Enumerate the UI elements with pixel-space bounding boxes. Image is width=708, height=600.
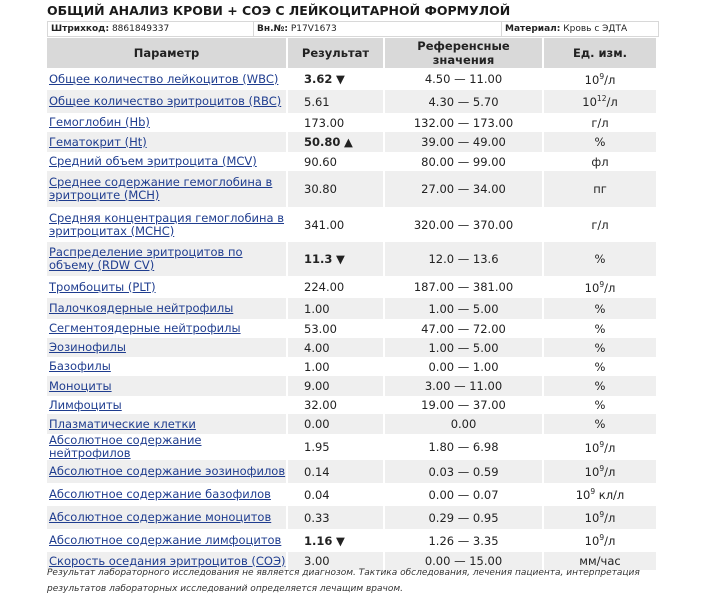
parameter-link[interactable]: Сегментоядерные нейтрофилы [47, 319, 287, 338]
result-value: 3.00 [304, 554, 330, 568]
result-value: 1.95 [304, 440, 330, 454]
unit-base: 10 [575, 487, 591, 502]
reference-range: 3.00 — 11.00 [384, 376, 543, 396]
unit-base: 10 [584, 510, 600, 525]
parameter-link[interactable]: Абсолютное содержание моноцитов [47, 506, 287, 529]
unit-cell [543, 529, 657, 552]
unit-base: 10 [584, 464, 600, 479]
result-cell [287, 414, 384, 434]
unit-cell [543, 376, 657, 396]
result-value: 0.00 [304, 417, 330, 431]
table-row [47, 357, 657, 376]
disclaimer-line-1: Результат лабораторного исследования не является диагнозом. Тактика обследования, лечения пациента, интерпретация [47, 568, 640, 578]
table-header [47, 38, 657, 68]
disclaimer-line-2: результатов лабораторных исследований определяется лечащим врачом. [47, 584, 403, 594]
results-table [47, 38, 658, 570]
unit-base: 10 [584, 72, 600, 87]
result-value: 0.14 [304, 464, 330, 479]
result-value: 11.3 [304, 252, 333, 266]
unit-tail: /л [604, 533, 616, 548]
barcode-value: 8861849337 [111, 24, 170, 34]
unit-base: % [594, 359, 606, 374]
reference-range: 4.50 — 11.00 [384, 68, 543, 90]
unit-exponent: 9 [590, 487, 596, 497]
unit-base: г/л [591, 217, 609, 232]
table-row [47, 414, 657, 434]
result-cell [287, 434, 384, 460]
unit-base: мм/час [579, 554, 621, 568]
unit-cell [543, 113, 657, 132]
unit-cell [543, 483, 657, 506]
unit-cell [543, 434, 657, 460]
table-row [47, 113, 657, 132]
reference-range: 1.00 — 5.00 [384, 298, 543, 319]
result-cell [287, 90, 384, 113]
reference-range: 47.00 — 72.00 [384, 319, 543, 338]
arrow-down-icon: ▼ [336, 72, 345, 86]
reference-range: 19.00 — 37.00 [384, 396, 543, 414]
result-cell [287, 338, 384, 357]
parameter-link[interactable]: Гематокрит (Ht) [47, 132, 287, 152]
result-value: 53.00 [304, 321, 337, 336]
table-row [47, 132, 657, 152]
reference-range: 12.0 — 13.6 [384, 242, 543, 276]
unit-base: % [594, 417, 606, 431]
reference-range: 0.00 — 15.00 [384, 552, 543, 570]
table-row [47, 529, 657, 552]
table-row [47, 242, 657, 276]
arrow-down-icon: ▼ [336, 252, 345, 266]
table-row [47, 319, 657, 338]
unit-cell [543, 152, 657, 171]
unit-base: 10 [582, 94, 597, 109]
result-cell [287, 506, 384, 529]
report-title: ОБЩИЙ АНАЛИЗ КРОВИ + СОЭ С ЛЕЙКОЦИТАРНОЙ ФОРМУЛОЙ [47, 3, 511, 18]
unit-base: 10 [584, 533, 600, 548]
result-cell [287, 483, 384, 506]
unit-exponent: 9 [599, 279, 605, 289]
table-row [47, 298, 657, 319]
parameter-link[interactable]: Скорость оседания эритроцитов (СОЭ) [47, 552, 287, 570]
reference-range: 39.00 — 49.00 [384, 132, 543, 152]
unit-cell [543, 68, 657, 90]
result-value: 1.00 [304, 301, 330, 316]
parameter-link[interactable]: Моноциты [47, 376, 287, 396]
reference-range: 187.00 — 381.00 [384, 276, 543, 298]
internal-number-field [253, 22, 500, 36]
reference-range: 0.00 [384, 414, 543, 434]
unit-cell [543, 338, 657, 357]
unit-cell [543, 319, 657, 338]
unit-base: % [594, 398, 606, 412]
reference-range: 0.03 — 0.59 [384, 460, 543, 483]
unit-exponent: 9 [599, 510, 605, 520]
parameter-link[interactable]: Средняя концентрация гемоглобина в эритроцитах (MCHC) [47, 207, 287, 242]
barcode-label: Штрихкод: [51, 24, 110, 34]
result-value: 50.80 [304, 135, 341, 149]
result-cell [287, 242, 384, 276]
result-cell [287, 207, 384, 242]
parameter-link[interactable]: Абсолютное содержание базофилов [47, 483, 287, 506]
disclaimer [47, 565, 667, 597]
unit-tail: /л [604, 72, 616, 87]
table-row [47, 68, 657, 90]
reference-range: 320.00 — 370.00 [384, 207, 543, 242]
arrow-up-icon: ▲ [344, 135, 353, 149]
unit-base: 10 [584, 440, 600, 455]
result-cell [287, 171, 384, 207]
table-row [47, 171, 657, 207]
unit-cell [543, 207, 657, 242]
parameter-link[interactable]: Гемоглобин (Hb) [47, 113, 287, 132]
result-cell [287, 376, 384, 396]
result-value: 1.00 [304, 359, 330, 374]
reference-range: 4.30 — 5.70 [384, 90, 543, 113]
unit-cell [543, 414, 657, 434]
parameter-link[interactable]: Абсолютное содержание лимфоцитов [47, 529, 287, 552]
result-value: 341.00 [304, 217, 345, 232]
result-value: 32.00 [304, 398, 337, 412]
table-row [47, 152, 657, 171]
result-value: 30.80 [304, 182, 337, 196]
unit-cell [543, 132, 657, 152]
unit-cell [543, 276, 657, 298]
parameter-link[interactable]: Абсолютное содержание эозинофилов [47, 460, 287, 483]
table-row [47, 460, 657, 483]
result-value: 173.00 [304, 115, 345, 130]
result-cell [287, 529, 384, 552]
result-cell [287, 132, 384, 152]
table-row [47, 90, 657, 113]
unit-base: фл [591, 154, 609, 169]
table-row [47, 207, 657, 242]
parameter-link[interactable]: Распределение эритроцитов по объему (RDW CV) [47, 242, 287, 276]
unit-tail: /л [604, 280, 616, 295]
result-value: 9.00 [304, 379, 330, 393]
result-cell [287, 113, 384, 132]
reference-range: 1.80 — 6.98 [384, 434, 543, 460]
result-cell [287, 68, 384, 90]
result-cell [287, 319, 384, 338]
unit-exponent: 9 [599, 533, 605, 543]
unit-base: % [594, 340, 606, 355]
reference-range: 0.29 — 0.95 [384, 506, 543, 529]
unit-base: % [594, 321, 606, 336]
parameter-link[interactable]: Плазматические клетки [47, 414, 287, 434]
unit-base: 10 [584, 280, 600, 295]
parameter-link[interactable]: Абсолютное содержание нейтрофилов [47, 434, 287, 460]
table-row [47, 338, 657, 357]
material-label: Материал: [505, 24, 561, 34]
unit-tail: /л [604, 440, 616, 455]
parameter-link[interactable]: Лимфоциты [47, 396, 287, 414]
result-cell [287, 276, 384, 298]
unit-exponent: 9 [599, 439, 605, 449]
parameter-link[interactable]: Общее количество эритроцитов (RBC) [47, 90, 287, 113]
parameter-link[interactable]: Среднее содержание гемоглобина в эритроците (MCH) [47, 171, 287, 207]
barcode-field [48, 22, 251, 36]
unit-tail: кл/л [595, 487, 625, 502]
result-value: 224.00 [304, 280, 345, 294]
parameter-link[interactable]: Общее количество лейкоцитов (WBC) [47, 68, 287, 90]
reference-range: 27.00 — 34.00 [384, 171, 543, 207]
result-value: 90.60 [304, 154, 337, 169]
parameter-link[interactable]: Средний объем эритроцита (MCV) [47, 152, 287, 171]
column-header-reference: Референсные значения [384, 38, 543, 68]
material-value: Кровь с ЭДТА [563, 24, 628, 34]
result-cell [287, 396, 384, 414]
table-row [47, 434, 657, 460]
parameter-link[interactable]: Базофилы [47, 357, 287, 376]
parameter-link[interactable]: Тромбоциты (PLT) [47, 276, 287, 298]
unit-cell [543, 171, 657, 207]
result-value: 0.33 [304, 510, 330, 525]
unit-tail: /л [606, 94, 618, 109]
arrow-down-icon: ▼ [336, 533, 345, 548]
result-cell [287, 460, 384, 483]
material-field [501, 22, 659, 36]
unit-base: пг [593, 182, 607, 196]
sample-meta [47, 21, 659, 37]
column-header-result: Результат [287, 38, 384, 68]
unit-tail: /л [604, 464, 616, 479]
unit-base: г/л [591, 115, 609, 130]
reference-range: 132.00 — 173.00 [384, 113, 543, 132]
internal-number-label: Вн.№: [257, 24, 288, 34]
reference-range: 0.00 — 1.00 [384, 357, 543, 376]
unit-exponent: 12 [596, 94, 607, 104]
reference-range: 80.00 — 99.00 [384, 152, 543, 171]
unit-base: % [594, 252, 606, 266]
result-value: 5.61 [304, 94, 330, 109]
unit-cell [543, 90, 657, 113]
table-row [47, 376, 657, 396]
unit-cell [543, 357, 657, 376]
result-value: 0.04 [304, 487, 330, 502]
parameter-link[interactable]: Палочкоядерные нейтрофилы [47, 298, 287, 319]
unit-cell [543, 460, 657, 483]
table-row [47, 276, 657, 298]
result-cell [287, 357, 384, 376]
reference-range: 1.00 — 5.00 [384, 338, 543, 357]
table-row [47, 396, 657, 414]
unit-exponent: 9 [599, 464, 605, 474]
unit-base: % [594, 135, 606, 149]
unit-base: % [594, 379, 606, 393]
unit-cell [543, 396, 657, 414]
table-row [47, 483, 657, 506]
result-value: 1.16 [304, 533, 333, 548]
result-value: 3.62 [304, 72, 333, 86]
table-row [47, 506, 657, 529]
unit-exponent: 9 [599, 71, 605, 81]
result-value: 4.00 [304, 340, 330, 355]
unit-cell [543, 298, 657, 319]
unit-cell [543, 242, 657, 276]
internal-number-value: P17V1673 [290, 24, 337, 34]
result-cell [287, 298, 384, 319]
reference-range: 0.00 — 0.07 [384, 483, 543, 506]
unit-cell [543, 506, 657, 529]
column-header-unit: Ед. изм. [543, 38, 657, 68]
result-cell [287, 152, 384, 171]
reference-range: 1.26 — 3.35 [384, 529, 543, 552]
column-header-parameter: Параметр [47, 38, 287, 68]
unit-base: % [594, 301, 606, 316]
unit-tail: /л [604, 510, 616, 525]
parameter-link[interactable]: Эозинофилы [47, 338, 287, 357]
